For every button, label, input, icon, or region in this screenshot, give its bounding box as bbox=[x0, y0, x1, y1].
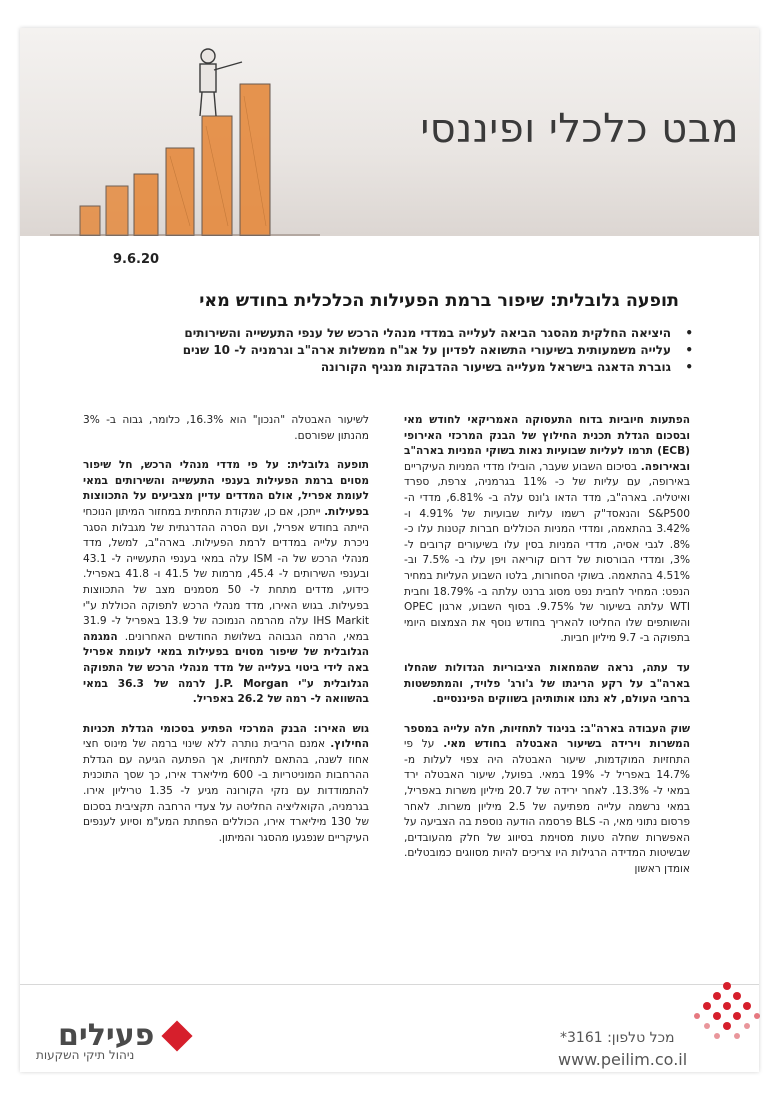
bullet-dot-icon: • bbox=[685, 326, 693, 340]
paragraph-protests: עד עתה, נראה שהמחאות הציבוריות הגדולות שהחלו בארה"ב על רקע הריגתו של ג'ורג' פלויד, והמתפשטות ברחבי העולם, לא נתנו אותותיהן בשווקים הפיננסיים. bbox=[404, 661, 690, 706]
article-column-left bbox=[83, 413, 369, 860]
company-logo-name: פעילים bbox=[58, 1018, 155, 1053]
peilim-logo-diamond-icon bbox=[161, 1020, 192, 1051]
paragraph-global-pmi: תופעה גלובלית: על פי מדדי מנהלי הרכש, חל שיפור מסוים ברמת הפעילות בענפי התעשייה והשירותים במאי לעומת אפריל, אולם המדדים עדיין מצביעים על התכווצות בפעילות. ייתכן, אם כן, שנקודת התחתית במחזור המיתון הנוכחי הייתה בחודש אפריל, ועם הסרה ההדרגתית של מגבלות הסגר ניכרת עלייה במדדים לרמת הפעילות. בארה"ב, למשל, מדד מנהלי הרכש של ה- ISM עלה במאי בענפי התעשייה ל- 43.1 ובענפי השירותים ל- 45.4, מרמות של 41.5 ו- 41.8 באפריל. כידוע, מדדים מתחת ל- 50 מסמנים מצב של התכווצות בפעילות. בגוש האירו, מדד מנהלי הרכש לתפוקה הכוללת ע"י IHS Markit עלה מהרמה הנמוכה של 13.9 באפריל ל- 31.9 במאי, הרמה הגבוהה בשלושת החודשים האחרונים. המגמה הגלובלית של שיפור מסוים בפעילות במאי לעומת אפריל באה לידי ביטוי בעלייה של מדד מנהלי הרכש של התפוקה הגלובלית ע"י J.P. Morgan לרמה של 36.3 במאי בהשוואה ל- רמה של 26.2 באפריל. bbox=[83, 459, 370, 706]
report-date: 9.6.20 bbox=[113, 252, 160, 267]
paragraph-unemployment-continued: לשיעור האבטלה "הנכון" הוא 16.3%, כלומר, גבוה ב- 3% מהנתון שפורסם. bbox=[83, 414, 369, 442]
company-logo-subtitle: ניהול תיקי השקעות bbox=[36, 1048, 135, 1062]
summary-bullet: • גוברת הדאגה בישראל מעלייה בשיעור ההדבקות מנגיף הקורונה bbox=[320, 360, 693, 374]
paragraph-us-employment-and-markets: הפתעות חיוביות בדוח התעסוקה האמריקאי לחודש מאי ובסכום הגדלת תכנית החילוץ של הבנק המרכזי האירופי (ECB) תרמו לעליות שבועיות נאות בשוקי המניות בארה"ב ובאירופה. בסיכום השבוע שעבר, הובילו מדדי המניות העיקריים באירופה, עם עליות של כ- 11% בגרמניה, צרפת, ספרד ואיטליה. בארה"ב, מדד הדאו ג'ונס עלה ב- 6.81%, מדדי ה- S&P500 והנאסד"ק רשמו עליות שבועיות של 4.91% ו- 3.42% בהתאמה, ומדדי המניות הכוללים חברות קטנות עלו כ- 8%. לגבי אסיה, מדדי המניות בסין עלו בשיעורים קרובים ל- 3%, ומדדי הבורסות של דרום קוריאה ויפן עלו ב- 7.5% וב- 4.51% בהתאמה. בשוקי הסחורות, בלטו השבוע העליות במחיר הנפט: המחיר לחבית נפט מסוג ברנט עלתה ב- 18.79% וחבית WTI עלתה בשיעור של 9.75%. בסוף השבוע, ארגון OPEC והשותפים שלו החליטו להאריך בחודש נוסף את הצמצום היומי בתפוקה ב- 9.7 מיליון חביות. bbox=[404, 414, 691, 645]
bullet-dot-icon: • bbox=[685, 343, 693, 357]
footer-divider bbox=[20, 984, 759, 985]
main-headline: תופעה גלובלית: שיפור ברמת הפעילות הכלכלית בחודש מאי bbox=[199, 291, 679, 311]
article-column-right bbox=[404, 413, 690, 892]
contact-phone: מכל טלפון: ‎*3161 bbox=[560, 1030, 675, 1046]
dots-pattern-icon bbox=[692, 978, 762, 1048]
website-link[interactable]: www.peilim.co.il bbox=[558, 1050, 688, 1069]
report-page bbox=[20, 28, 759, 1072]
bullet-dot-icon: • bbox=[685, 360, 693, 374]
summary-bullet: • היציאה החלקית מהסגר הביאה לעלייה במדדי מנהלי הרכש של ענפי התעשייה והשירותים bbox=[184, 326, 693, 340]
banner-title: מבט כלכלי ופיננסי bbox=[420, 106, 739, 152]
paragraph-eurozone: גוש האירו: הבנק המרכזי הפתיע בסכומי הגדלת תכניות החילוץ. אמנם הריבית נותרה ללא שינוי ברמה של מינוס חצי אחוז לשנה, בהתאם לתחזיות, אך הפתעה הגיעה עם הגדלת ההרחבות המוניטריות ב- 600 מיליארד אירו, כך שסך התוכנית להתמודדות עם נזקי הקורונה מגיע ל- 1.35 טריליון אירו. בגרמניה, הקואליציה החליטה על צעדי הרחבה תקציבית בסכום של 130 מיליארד אירו, הכוללים הפחתת המע"מ וסיוע לענפים העיקריים שנפגעו מהסגר והמיתון. bbox=[83, 722, 369, 844]
header-banner bbox=[20, 28, 759, 236]
growth-chart-illustration bbox=[30, 36, 330, 236]
summary-bullet: • עלייה משמעותית בשיעורי התשואה לפדיון על אג"ח ממשלות ארה"ב וגרמניה ל- 10 שנים bbox=[182, 343, 693, 357]
summary-bullets bbox=[111, 325, 693, 376]
paragraph-us-labor-market: שוק העבודה בארה"ב: בניגוד לתחזיות, חלה עלייה במספר המשרות וירידה בשיעור האבטלה בחודש מאי. על פי התחזיות המוקדמות, שיעור האבטלה היה צפוי לעלות מ- 14.7% באפריל ל- 19% במאי. בפועל, שיעור האבטלה ירד במאי ל- 13.3%. לאחר ירידה של 20.7 מיליון משרות באפריל, במאי נרשמה עלייה מפתיעה של 2.5 מיליון משרות. לאחר פרסום נתוני מאי, ה- BLS פרסמה הודעה נוספת בה הצביעה על האפשרות שחלה טעות מסוימת בסיווג של חלק מהעובדים, שבשיטות המדידה הרגילות היו צריכים להיות מסווגים כמובטלים. אומדן ראשון bbox=[404, 722, 690, 876]
